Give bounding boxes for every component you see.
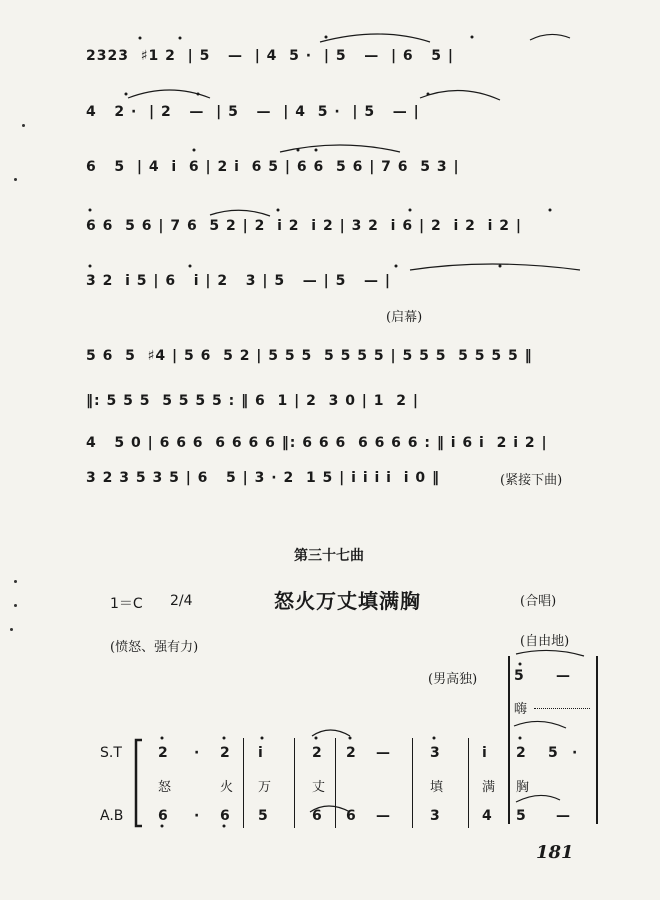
st-note: · [572, 745, 578, 761]
ab-note: — [376, 808, 390, 824]
ab-label: A.B [100, 808, 124, 824]
st-note: · [194, 745, 200, 761]
ab-note: 6 [220, 808, 230, 824]
system-brace [130, 738, 144, 830]
lyric: 胸 [516, 780, 530, 795]
page-number: 181 [536, 842, 574, 863]
st-note: 5 [548, 745, 558, 761]
lyric: 火 [220, 780, 234, 795]
solo-lyric: 嗨 [514, 702, 528, 717]
ab-note: 5 [258, 808, 268, 824]
score-top-marks [80, 20, 600, 320]
score-line-2: 4 2 · | 2 — | 5 — | 4 5 · | 5 — | [86, 104, 420, 120]
score-line-8: 4 5 0 | 6 6 6 6 6 6 6 ‖: 6 6 6 6 6 6 6 : ‖ i 6 i 2 i 2 | [86, 435, 548, 451]
ab-note: 3 [430, 808, 440, 824]
ab-note: · [194, 808, 200, 824]
key-signature: 1＝C [110, 596, 143, 612]
scan-speck [10, 628, 13, 631]
ab-note: 5 [516, 808, 526, 824]
score-line-4: 6 6 5 6 | 7 6 5 2 | 2 i 2 i 2 | 3 2 i 6 | 2 i 2 i 2 | [86, 218, 523, 234]
expression-mark: (愤怒、强有力) [110, 640, 199, 655]
st-note: — [376, 745, 390, 761]
scan-speck [14, 580, 17, 583]
solo-dash: — [556, 668, 570, 684]
lyric: 填 [430, 780, 444, 795]
st-note: i [258, 745, 263, 761]
tempo-note: (自由地) [520, 634, 570, 649]
st-note: i [482, 745, 487, 761]
chorus-marks [150, 640, 610, 840]
lyric: 怒 [158, 780, 172, 795]
score-line-5: 3 2 i 5 | 6 i | 2 3 | 5 — | 5 — | [86, 273, 391, 289]
solo-note: 5 [514, 668, 524, 684]
piece-number: 第三十七曲 [294, 548, 364, 564]
ab-note: 6 [346, 808, 356, 824]
st-note: 2 [158, 745, 168, 761]
st-note: 3 [430, 745, 440, 761]
ab-note: 4 [482, 808, 492, 824]
st-label: S.T [100, 745, 122, 761]
ab-dash: — [556, 808, 570, 824]
ab-note: 6 [158, 808, 168, 824]
scan-speck [22, 124, 25, 127]
st-note: 2 [220, 745, 230, 761]
time-signature: 2/4 [170, 593, 193, 609]
score-line-9: 3 2 3 5 3 5 | 6 5 | 3 · 2 1 5 | i i i i i 0 ‖ [86, 470, 441, 486]
piece-title: 怒火万丈填满胸 [274, 589, 421, 613]
score-line-3: 6 5 | 4 i 6 | 2 i 6 5 | 6 6 5 6 | 7 6 5 3 | [86, 159, 460, 175]
score-line-7: ‖: 5 5 5 5 5 5 5 : ‖ 6 1 | 2 3 0 | 1 2 | [86, 393, 420, 409]
score-line-6: 5 6 5 ♯4 | 5 6 5 2 | 5 5 5 5 5 5 5 | 5 5 5 5 5 5 5 ‖ [86, 348, 533, 364]
ab-note: 6 [312, 808, 322, 824]
score-line-1: 2323 ♯1 2 | 5 — | 4 5 · | 5 — | 6 5 | [86, 48, 455, 64]
st-note: 2 [516, 745, 526, 761]
scan-speck [14, 604, 17, 607]
piece-form: (合唱) [520, 594, 557, 609]
curtain-annotation: (启幕) [386, 310, 423, 325]
lyric: 满 [482, 780, 496, 795]
lyric: 丈 [312, 780, 326, 795]
st-note: 2 [312, 745, 322, 761]
segue-note: (紧接下曲) [500, 473, 563, 488]
st-note: 2 [346, 745, 356, 761]
solo-label: (男高独) [428, 672, 478, 687]
scan-speck [14, 178, 17, 181]
lyric: 万 [258, 780, 272, 795]
